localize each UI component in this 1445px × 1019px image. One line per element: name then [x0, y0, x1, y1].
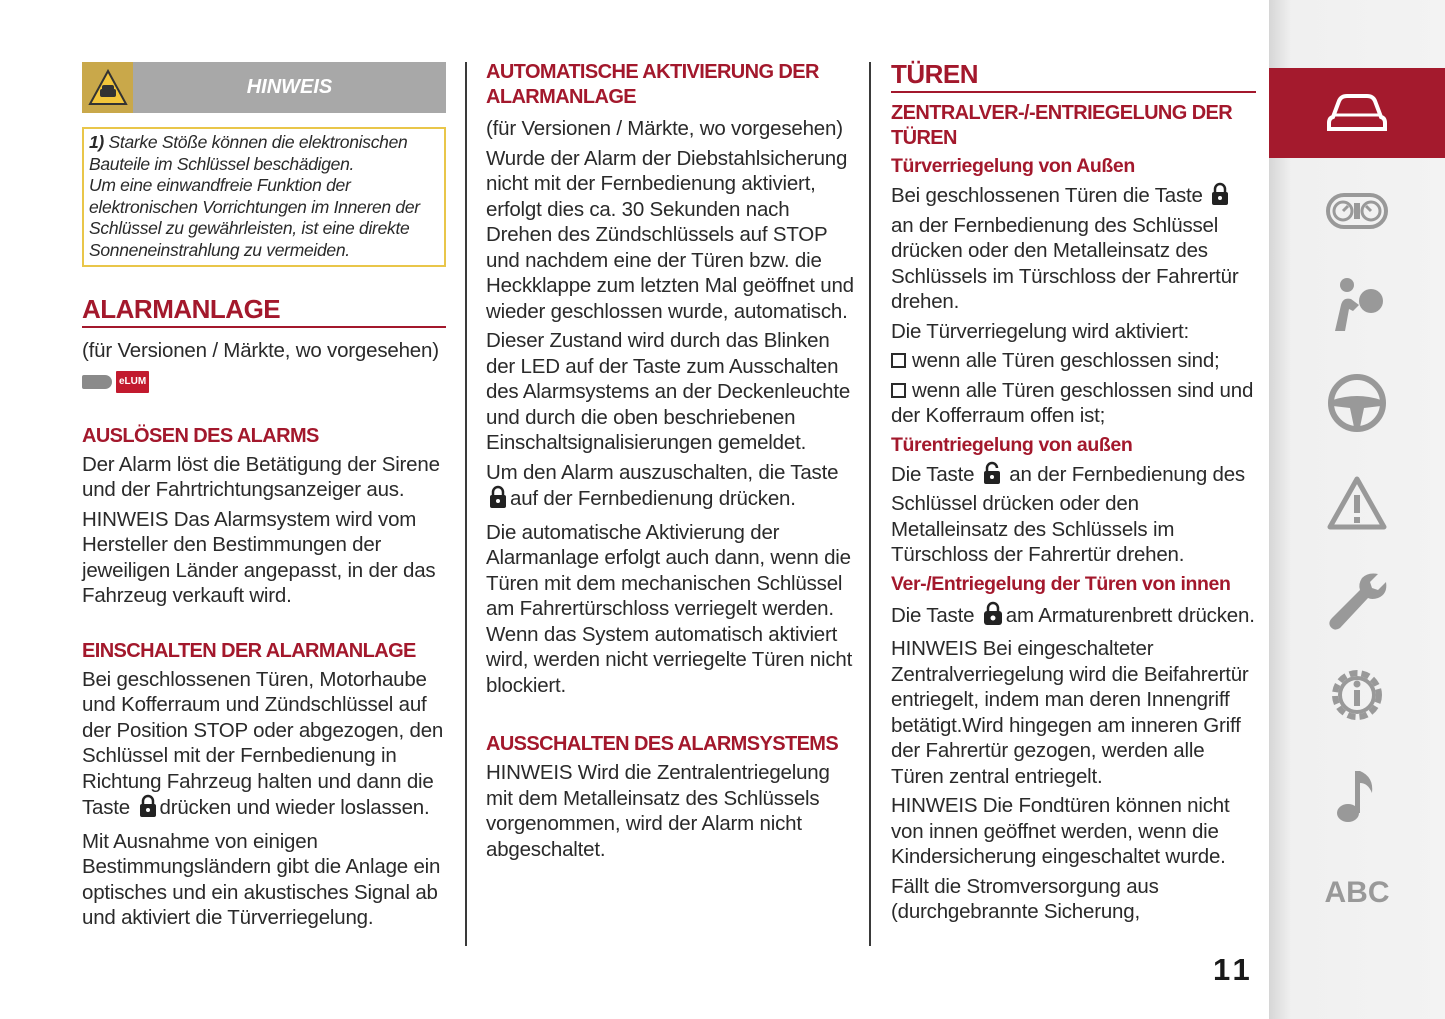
checkbox-bullet-icon	[891, 353, 906, 368]
lock-icon	[138, 794, 158, 825]
verriegelung-aussen-heading: Türverriegelung von Außen	[891, 155, 1135, 177]
warning-triangle-icon	[1326, 475, 1388, 536]
ausloesen-text-1: Der Alarm löst die Betätigung der Sirene und der Fahrtrichtungsanzeiger aus.	[82, 452, 440, 501]
lock-icon	[1210, 182, 1230, 213]
entriegelung-aussen-text-1a: Die Taste	[891, 462, 975, 486]
lock-icon	[488, 485, 508, 516]
innen-text-3: HINWEIS Die Fondtüren können nicht von innen geöffnet werden, wenn die Kindersicherung eingeschaltet wurde.	[891, 794, 1230, 868]
auto-heading: AUTOMATISCHE AKTIVIERUNG DER ALARMANLAGE	[486, 61, 819, 108]
column-divider-right	[869, 62, 871, 946]
auto-text-3a: Um den Alarm auszuschalten, die Taste	[486, 460, 839, 484]
zentralverriegelung-heading: ZENTRALVER-/-ENTRIEGELUNG DER TÜREN	[891, 102, 1233, 149]
entriegelung-aussen-heading: Türentriegelung von außen	[891, 433, 1133, 456]
sidebar-item-safety[interactable]	[1269, 262, 1445, 352]
alarmanlage-heading: ALARMANLAGE	[82, 293, 446, 328]
sidebar-item-car[interactable]	[1269, 68, 1445, 158]
note-line-4: elektronischen Vorrichtungen im Inneren der	[89, 196, 420, 217]
bullet-item-1	[891, 348, 1256, 374]
music-note-icon	[1332, 765, 1382, 830]
note-number: 1)	[89, 132, 104, 152]
einschalten-text-2: Mit Ausnahme von einigen Bestimmungsländern gibt die Anlage ein optisches und ein akustisches Signal ab und aktiviert die Türverriegelung.	[82, 829, 441, 929]
bullet-item-2	[891, 378, 1256, 429]
hinweis-header	[82, 62, 446, 113]
innen-text-1b: am Armaturenbrett drücken.	[1005, 603, 1255, 627]
innen-text-2: HINWEIS Bei eingeschalteter Zentralverriegelung wird die Beifahrertür entriegelt, indem man deren Innengriff betätigt.Wird hingegen am inneren Griff der Fahrertür gezogen, werden alle Türen zentral entriegelt.	[891, 637, 1249, 788]
column-1	[82, 62, 446, 935]
gear-info-icon	[1325, 663, 1389, 732]
wrench-icon	[1326, 568, 1388, 639]
car-icon	[1325, 87, 1389, 140]
elum-badge: eLUM	[116, 371, 149, 393]
sidebar-item-steering[interactable]	[1269, 360, 1445, 450]
sidebar-item-technical-data[interactable]	[1269, 652, 1445, 742]
note-box	[82, 127, 446, 267]
steering-wheel-icon	[1326, 372, 1388, 439]
entriegelung-aussen-text-1b: an der Fernbedienung des Schlüssel drücken oder den Metalleinsatz des Schlüssels im Türschloss der Fahrertür drehen.	[891, 462, 1245, 566]
ausschalten-text-1: HINWEIS Wird die Zentralentriegelung mit dem Metalleinsatz des Schlüssels vorgenommen, wird der Alarm nicht abgeschaltet.	[486, 761, 830, 861]
unlock-icon	[982, 461, 1002, 492]
elum-indicator	[82, 368, 446, 396]
abc-index-label: ABC	[1324, 876, 1390, 909]
auto-text-3	[486, 460, 854, 516]
sidebar-item-multimedia[interactable]	[1269, 752, 1445, 842]
note-line-3: Um eine einwandfreie Funktion der	[89, 175, 351, 195]
note-line-1: Starke Stöße können die elektronischen	[108, 132, 408, 152]
lock-unlock-icon	[982, 600, 1004, 633]
instrument-cluster-icon	[1325, 189, 1389, 238]
ausloesen-text-2: HINWEIS Das Alarmsystem wird vom Hersteller den Bestimmungen der jeweiligen Länder angepasst, in der das Fahrzeug verkauft wird.	[82, 507, 436, 607]
pointing-hand-icon	[82, 375, 112, 389]
verriegelung-aussen-text-2: Die Türverriegelung wird aktiviert:	[891, 319, 1189, 343]
einschalten-heading: EINSCHALTEN DER ALARMANLAGE	[82, 639, 416, 662]
auto-text-3b: auf der Fernbedienung drücken.	[510, 487, 796, 510]
einschalten-text-1	[82, 667, 446, 825]
verriegelung-aussen-text-1	[891, 182, 1256, 315]
hinweis-title: HINWEIS	[246, 76, 333, 98]
page-number: 11	[1213, 952, 1254, 987]
ausloesen-heading: AUSLÖSEN DES ALARMS	[82, 424, 319, 447]
auto-text-4: Die automatische Aktivierung der Alarmanlage erfolgt auch dann, wenn die Türen mit dem mechanischen Schlüssel am Fahrertürschloss verriegelt werden. Wenn das System automatisch aktiviert wird, werden nicht verriegelte Türen nicht blockiert.	[486, 520, 853, 697]
column-divider-left	[465, 62, 467, 946]
entriegelung-aussen-text-1	[891, 461, 1256, 568]
checkbox-bullet-icon	[891, 383, 906, 398]
sidebar-item-maintenance[interactable]	[1269, 558, 1445, 648]
sidebar-item-instruments[interactable]	[1269, 168, 1445, 258]
innen-text-1	[891, 600, 1256, 633]
innen-text-1a: Die Taste	[891, 603, 975, 627]
ausschalten-heading: AUSSCHALTEN DES ALARMSYSTEMS	[486, 733, 839, 755]
note-line-5: Schlüssel zu gewährleisten, ist eine direkte	[89, 218, 410, 238]
alarm-versions: (für Versionen / Märkte, wo vorgesehen)	[82, 339, 439, 362]
column-3	[891, 58, 1256, 929]
sidebar-item-index[interactable]	[1269, 848, 1445, 938]
innen-text-4: Fällt die Stromversorgung aus (durchgebrannte Sicherung,	[891, 874, 1159, 923]
bullet-text-2: wenn alle Türen geschlossen sind und der Kofferraum offen ist;	[891, 378, 1254, 427]
einschalten-text-1a: Bei geschlossenen Türen, Motorhaube und Kofferraum und Zündschlüssel auf der Position STOP oder abgezogen, den Schlüssel mit der Fernbedienung in Richtung Fahrzeug halten und dann die Taste	[82, 667, 444, 819]
note-line-2: Bauteile im Schlüssel beschädigen.	[89, 153, 355, 174]
innen-heading: Ver-/Entriegelung der Türen von innen	[891, 572, 1231, 595]
auto-versions: (für Versionen / Märkte, wo vorgesehen)	[486, 117, 843, 140]
column-2	[486, 60, 854, 866]
airbag-person-icon	[1325, 275, 1389, 340]
tueren-heading: TÜREN	[891, 58, 1256, 93]
sidebar-item-warnings[interactable]	[1269, 460, 1445, 550]
auto-text-1: Wurde der Alarm der Diebstahlsicherung nicht mit der Fernbedienung aktiviert, erfolgt dies ca. 30 Sekunden nach Drehen des Zündschlüssels auf STOP und nachdem eine der Türen bzw. die Heckklappe zum letzten Mal geöffnet und wieder geschlossen wurde, automatisch.	[486, 146, 854, 323]
einschalten-text-1b: drücken und wieder loslassen.	[159, 796, 430, 819]
verriegelung-aussen-text-1b: an der Fernbedienung des Schlüssel drücken oder den Metalleinsatz des Schlüssels im Türschloss der Fahrertür drehen.	[891, 213, 1239, 313]
auto-text-2: Dieser Zustand wird durch das Blinken der LED auf der Taste zum Ausschalten des Alarmsystems an der Deckenleuchte und durch die oben beschriebenen Einschaltsignalisierungen gemeldet.	[486, 329, 851, 454]
warning-car-icon	[82, 62, 133, 113]
bullet-text-1: wenn alle Türen geschlossen sind;	[912, 349, 1220, 372]
verriegelung-aussen-text-1a: Bei geschlossenen Türen die Taste	[891, 184, 1203, 207]
note-line-6: Sonneneinstrahlung zu vermeiden.	[89, 239, 350, 260]
